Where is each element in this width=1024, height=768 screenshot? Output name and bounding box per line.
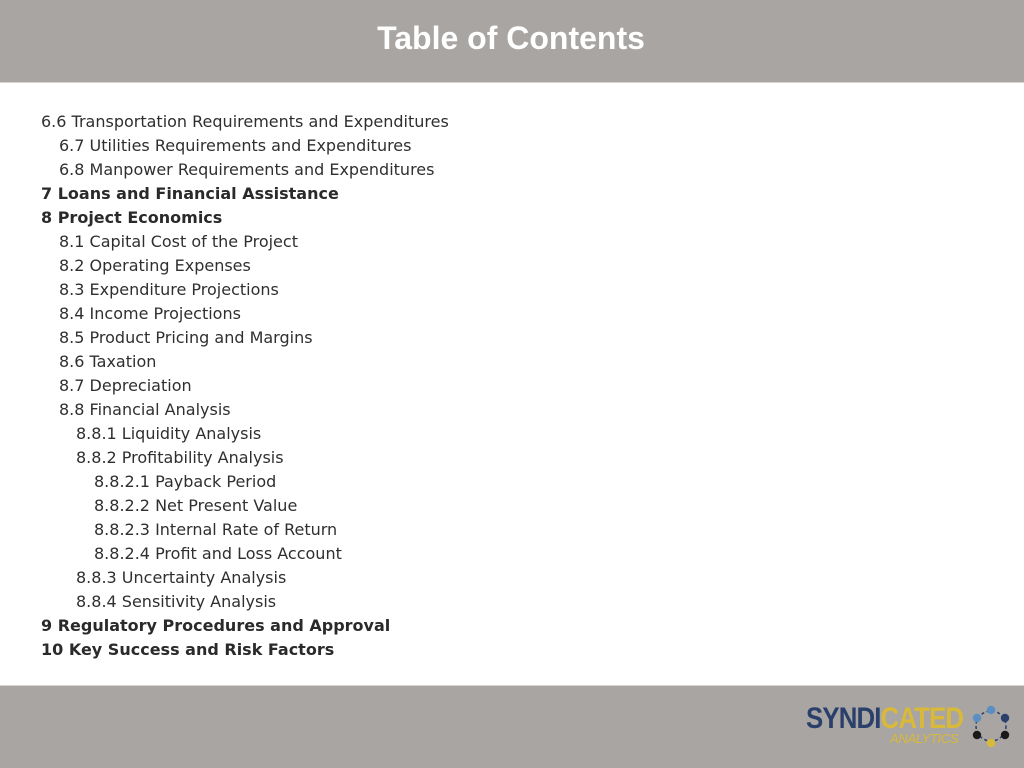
header-bar xyxy=(0,0,1024,83)
toc-entry: 8.8 Financial Analysis xyxy=(59,400,231,419)
toc-entry: 8.8.2.1 Payback Period xyxy=(94,472,277,491)
company-logo xyxy=(806,703,1012,749)
toc-entry: 8.4 Income Projections xyxy=(59,304,241,323)
toc-entry: 8.1 Capital Cost of the Project xyxy=(59,232,298,251)
logo-wordmark-part2: CATED xyxy=(880,702,964,735)
toc-section-heading: 10 Key Success and Risk Factors xyxy=(41,640,335,659)
logo-subtitle: ANALYTICS xyxy=(890,731,959,746)
logo-circle-icon xyxy=(970,704,1012,748)
toc-section-heading: 7 Loans and Financial Assistance xyxy=(41,184,339,203)
toc-entry: 8.5 Product Pricing and Margins xyxy=(59,328,313,347)
toc-entry: 8.8.3 Uncertainty Analysis xyxy=(76,568,287,587)
toc-entry: 6.6 Transportation Requirements and Expenditures xyxy=(41,112,449,131)
toc-entry: 8.8.2.2 Net Present Value xyxy=(94,496,298,515)
toc-entry: 6.8 Manpower Requirements and Expenditures xyxy=(59,160,435,179)
toc-entry: 8.3 Expenditure Projections xyxy=(59,280,279,299)
toc-entry: 8.6 Taxation xyxy=(59,352,157,371)
toc-entry: 6.7 Utilities Requirements and Expenditures xyxy=(59,136,412,155)
table-of-contents xyxy=(41,110,449,662)
toc-entry: 8.2 Operating Expenses xyxy=(59,256,251,275)
toc-entry: 8.8.4 Sensitivity Analysis xyxy=(76,592,277,611)
page-title: Table of Contents xyxy=(377,20,645,56)
toc-entry: 8.8.2 Profitability Analysis xyxy=(76,448,284,467)
toc-entry: 8.8.1 Liquidity Analysis xyxy=(76,424,262,443)
toc-section-heading: 9 Regulatory Procedures and Approval xyxy=(41,616,391,635)
logo-wordmark-part1: SYNDI xyxy=(806,702,881,735)
toc-section-heading: 8 Project Economics xyxy=(41,208,223,227)
toc-entry: 8.8.2.4 Profit and Loss Account xyxy=(94,544,342,563)
toc-entry: 8.8.2.3 Internal Rate of Return xyxy=(94,520,338,539)
toc-entry: 8.7 Depreciation xyxy=(59,376,192,395)
